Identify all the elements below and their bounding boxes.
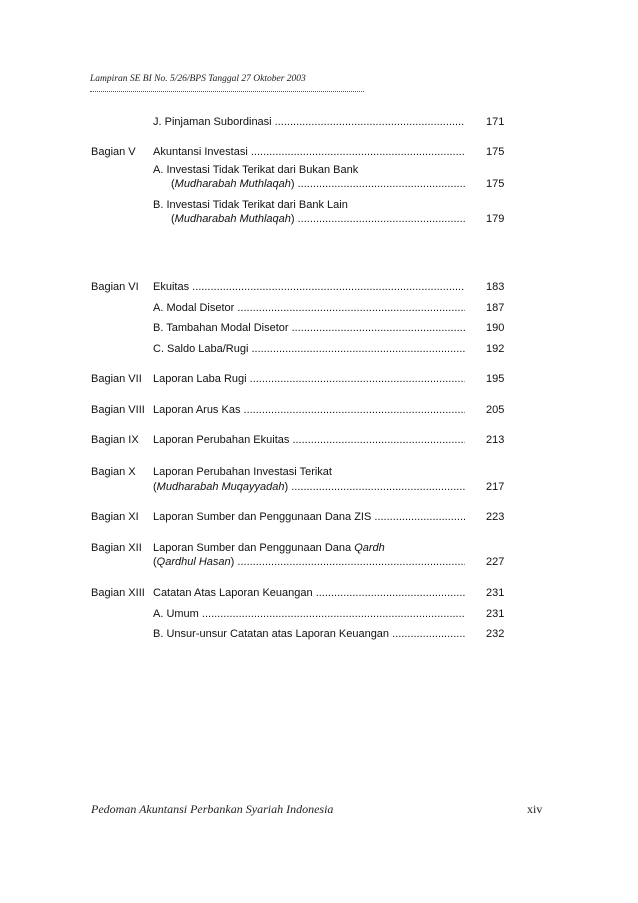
toc-entry-title: Laporan Perubahan Ekuitas ..... xyxy=(153,434,465,447)
toc-entry-title: B. Tambahan Modal Disetor ..... xyxy=(153,322,465,335)
toc-page-number: 231 xyxy=(486,608,505,620)
toc-entry-title: Akuntansi Investasi ..... xyxy=(153,146,465,159)
toc-page-number: 223 xyxy=(486,511,505,523)
toc-entry-perubahan-ekuitas[interactable] xyxy=(153,434,465,447)
toc-entry-title: C. Saldo Laba/Rugi ..... xyxy=(153,343,465,356)
toc-page-number: 187 xyxy=(486,302,505,314)
toc-entry-title-line1: Laporan Perubahan Investasi Terikat xyxy=(153,466,332,478)
toc-entry-italic-term: Qardhul Hasan xyxy=(156,556,231,568)
footer-page-number: xiv xyxy=(527,802,543,816)
toc-page-number: 175 xyxy=(486,146,505,158)
toc-entry-perubahan-investasi-terikat[interactable] xyxy=(153,481,465,494)
toc-entry-title: A. Umum ..... xyxy=(153,608,465,621)
paren-open: ( xyxy=(171,213,175,225)
toc-entry-italic-term: Mudharabah Muthlaqah xyxy=(174,213,291,225)
paren-close: ) xyxy=(290,178,298,190)
section-label: Bagian XII xyxy=(91,542,142,554)
toc-entry-title: B. Unsur-unsur Catatan atas Laporan Keuangan ..... xyxy=(153,628,465,641)
toc-entry-ekuitas[interactable] xyxy=(153,281,465,294)
toc-entry-title: A. Modal Disetor ..... xyxy=(153,302,465,315)
toc-entry-laporan-laba-rugi[interactable] xyxy=(153,373,465,386)
paren-open: ( xyxy=(153,481,157,493)
toc-entry-laporan-arus-kas[interactable] xyxy=(153,404,465,417)
toc-page-number: 213 xyxy=(486,434,505,446)
toc-page-number: 232 xyxy=(486,628,505,640)
toc-entry-modal-disetor[interactable] xyxy=(153,302,465,315)
page-header: Lampiran SE BI No. 5/26/BPS Tanggal 27 Oktober 2003 xyxy=(90,74,306,84)
toc-entry-title-line1 xyxy=(153,542,385,555)
paren-open: ( xyxy=(171,178,175,190)
toc-entry-title: Catatan Atas Laporan Keuangan ..... xyxy=(153,587,465,600)
section-label: Bagian VIII xyxy=(91,404,145,416)
toc-page-number: 231 xyxy=(486,587,505,599)
toc-entry-saldo-laba-rugi[interactable] xyxy=(153,343,465,356)
toc-entry-sumber-dana-qardh[interactable] xyxy=(153,556,465,569)
paren-close: ) xyxy=(284,481,292,493)
section-label: Bagian VI xyxy=(91,281,139,293)
toc-entry-title: Ekuitas ..... xyxy=(153,281,465,294)
section-label: Bagian X xyxy=(91,466,136,478)
section-label: Bagian XIII xyxy=(91,587,145,599)
toc-entry-title: Laporan Sumber dan Penggunaan Dana ZIS ..... xyxy=(153,511,465,524)
toc-page-number: 217 xyxy=(486,481,505,493)
toc-entry-title-line1: A. Investasi Tidak Terikat dari Bukan Bank xyxy=(153,164,359,176)
toc-page-number: 171 xyxy=(486,116,505,128)
toc-page-number: 195 xyxy=(486,373,505,385)
toc-entry-unsur-catatan[interactable] xyxy=(153,628,465,641)
toc-entry-italic-term: Mudharabah Muthlaqah xyxy=(174,178,291,190)
paren-open: ( xyxy=(153,556,157,568)
toc-page-number: 175 xyxy=(486,178,505,190)
toc-page-number: 227 xyxy=(486,556,505,568)
toc-entry-title: Laporan Laba Rugi ..... xyxy=(153,373,465,386)
header-divider xyxy=(90,91,364,92)
toc-entry-title: Laporan Arus Kas ..... xyxy=(153,404,465,417)
toc-entry-pinjaman-subordinasi[interactable] xyxy=(153,116,465,129)
toc-entry-italic-term: Qardh xyxy=(354,542,385,554)
toc-entry-title: J. Pinjaman Subordinasi ..... xyxy=(153,116,465,129)
toc-page-number: 205 xyxy=(486,404,505,416)
footer-title: Pedoman Akuntansi Perbankan Syariah Indonesia xyxy=(91,802,334,816)
paren-close: ) xyxy=(230,556,235,568)
toc-page-number: 192 xyxy=(486,343,505,355)
section-label: Bagian IX xyxy=(91,434,139,446)
toc-entry-sumber-dana-zis[interactable] xyxy=(153,511,465,524)
toc-entry-tambahan-modal-disetor[interactable] xyxy=(153,322,465,335)
toc-entry-text: Laporan Sumber dan Penggunaan Dana xyxy=(153,542,355,554)
paren-close: ) xyxy=(290,213,298,225)
toc-entry-umum[interactable] xyxy=(153,608,465,621)
toc-entry-catatan-laporan-keuangan[interactable] xyxy=(153,587,465,600)
toc-page-number: 190 xyxy=(486,322,505,334)
section-label: Bagian XI xyxy=(91,511,139,523)
toc-page-number: 183 xyxy=(486,281,505,293)
section-label: Bagian VII xyxy=(91,373,142,385)
toc-entry-investasi-bukan-bank[interactable] xyxy=(171,178,465,191)
toc-entry-investasi-bank-lain[interactable] xyxy=(171,213,465,226)
toc-entry-italic-term: Mudharabah Muqayyadah xyxy=(156,481,285,493)
toc-page-number: 179 xyxy=(486,213,505,225)
toc-entry-akuntansi-investasi[interactable] xyxy=(153,146,465,159)
toc-entry-title-line1: B. Investasi Tidak Terikat dari Bank Lain xyxy=(153,199,348,211)
section-label: Bagian V xyxy=(91,146,136,158)
